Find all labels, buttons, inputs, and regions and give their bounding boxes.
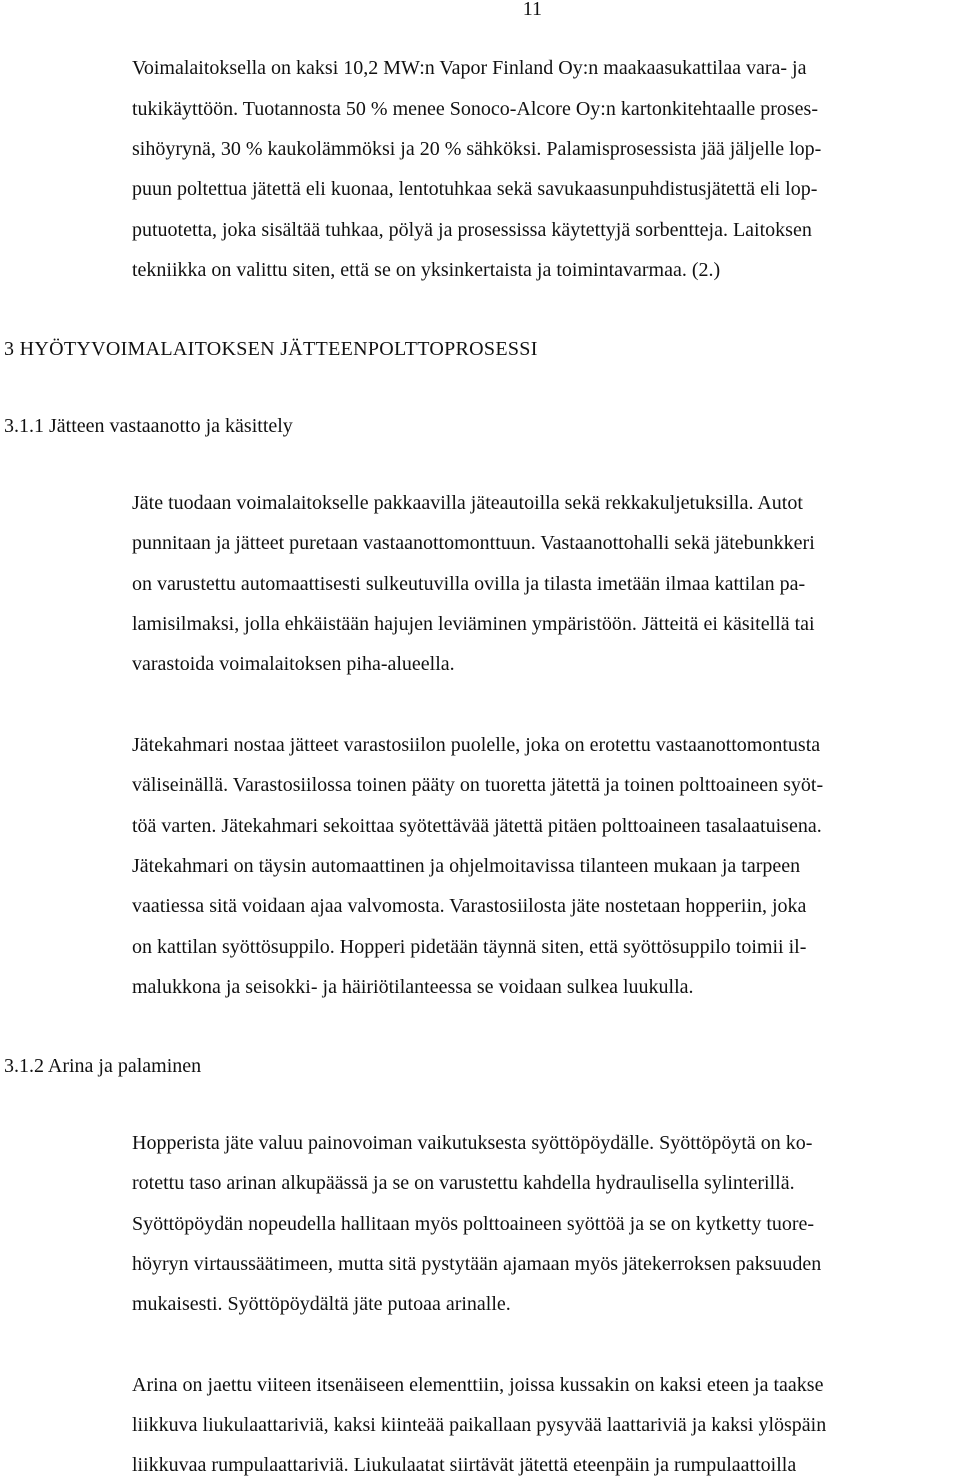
text-line: Syöttöpöydän nopeudella hallitaan myös polttoaineen syöttöä ja se on kytketty tuore-	[132, 1213, 815, 1235]
text-line: puun poltettua jätettä eli kuonaa, lentotuhkaa sekä savukaasunpuhdistusjätettä eli lop-	[132, 178, 818, 200]
section-heading-3-1-2: 3.1.2 Arina ja palaminen	[4, 1055, 202, 1077]
text-line: rotettu taso arinan alkupäässä ja se on varustettu kahdella hydraulisella sylinterillä.	[132, 1172, 795, 1194]
text-line: töä varten. Jätekahmari sekoittaa syötettävää jätettä pitäen polttoaineen tasalaatuisena.	[132, 815, 822, 837]
chapter-heading: 3 HYÖTYVOIMALAITOKSEN JÄTTEENPOLTTOPROSESSI	[4, 338, 538, 360]
text-line: putuotetta, joka sisältää tuhkaa, pölyä ja prosessissa käytettyjä sorbentteja. Laitoksen	[132, 219, 812, 241]
text-line: varastoida voimalaitoksen piha-alueella.	[132, 653, 455, 675]
text-line: väliseinällä. Varastosiilossa toinen pääty on tuoretta jätettä ja toinen polttoaineen syöt-	[132, 774, 824, 796]
text-line: lamisilmaksi, jolla ehkäistään hajujen leviäminen ympäristöön. Jätteitä ei käsitellä tai	[132, 613, 815, 635]
text-line: vaatiessa sitä voidaan ajaa valvomosta. Varastosiilosta jäte nostetaan hopperiin, joka	[132, 895, 807, 917]
text-line: Hopperista jäte valuu painovoiman vaikutuksesta syöttöpöydälle. Syöttöpöytä on ko-	[132, 1132, 813, 1154]
text-line: höyryn virtaussäätimeen, mutta sitä pystytään ajamaan myös jätekerroksen paksuuden	[132, 1253, 822, 1275]
text-line: Jäte tuodaan voimalaitokselle pakkaavilla jäteautoilla sekä rekkakuljetuksilla. Autot	[132, 492, 803, 514]
text-line: tukikäyttöön. Tuotannosta 50 % menee Sonoco-Alcore Oy:n kartonkitehtaalle proses-	[132, 98, 818, 120]
text-line: Voimalaitoksella on kaksi 10,2 MW:n Vapor Finland Oy:n maakaasukattilaa vara- ja	[132, 57, 807, 79]
text-line: Arina on jaettu viiteen itsenäiseen elementtiin, joissa kussakin on kaksi eteen ja taakse	[132, 1374, 824, 1396]
text-line: tekniikka on valittu siten, että se on yksinkertaista ja toimintavarmaa. (2.)	[132, 259, 721, 281]
section-heading-3-1-1: 3.1.1 Jätteen vastaanotto ja käsittely	[4, 415, 293, 437]
text-line: malukkona ja seisokki- ja häiriötilanteessa se voidaan sulkea luukulla.	[132, 976, 694, 998]
text-line: Jätekahmari nostaa jätteet varastosiilon puolelle, joka on erotettu vastaanottomontusta	[132, 734, 821, 756]
text-line: on varustettu automaattisesti sulkeutuvilla ovilla ja tilasta imetään ilmaa kattilan pa-	[132, 573, 806, 595]
text-line: on kattilan syöttösuppilo. Hopperi pidetään täynnä siten, että syöttösuppilo toimii il-	[132, 936, 807, 958]
text-line: liikkuvaa rumpulaattariviä. Liukulaatat siirtävät jätettä eteenpäin ja rumpulaattoilla	[132, 1454, 797, 1476]
text-line: punnitaan ja jätteet puretaan vastaanottomonttuun. Vastaanottohalli sekä jätebunkkeri	[132, 532, 815, 554]
text-line: mukaisesti. Syöttöpöydältä jäte putoaa arinalle.	[132, 1293, 511, 1315]
page-number: 11	[522, 0, 542, 20]
text-line: Jätekahmari on täysin automaattinen ja ohjelmoitavissa tilanteen mukaan ja tarpeen	[132, 855, 801, 877]
text-line: liikkuva liukulaattariviä, kaksi kiinteää paikallaan pysyvää laattariviä ja kaksi ylöspäin	[132, 1414, 827, 1436]
text-line: sihöyrynä, 30 % kaukolämmöksi ja 20 % sähköksi. Palamisprosessista jää jäljelle lop-	[132, 138, 822, 160]
